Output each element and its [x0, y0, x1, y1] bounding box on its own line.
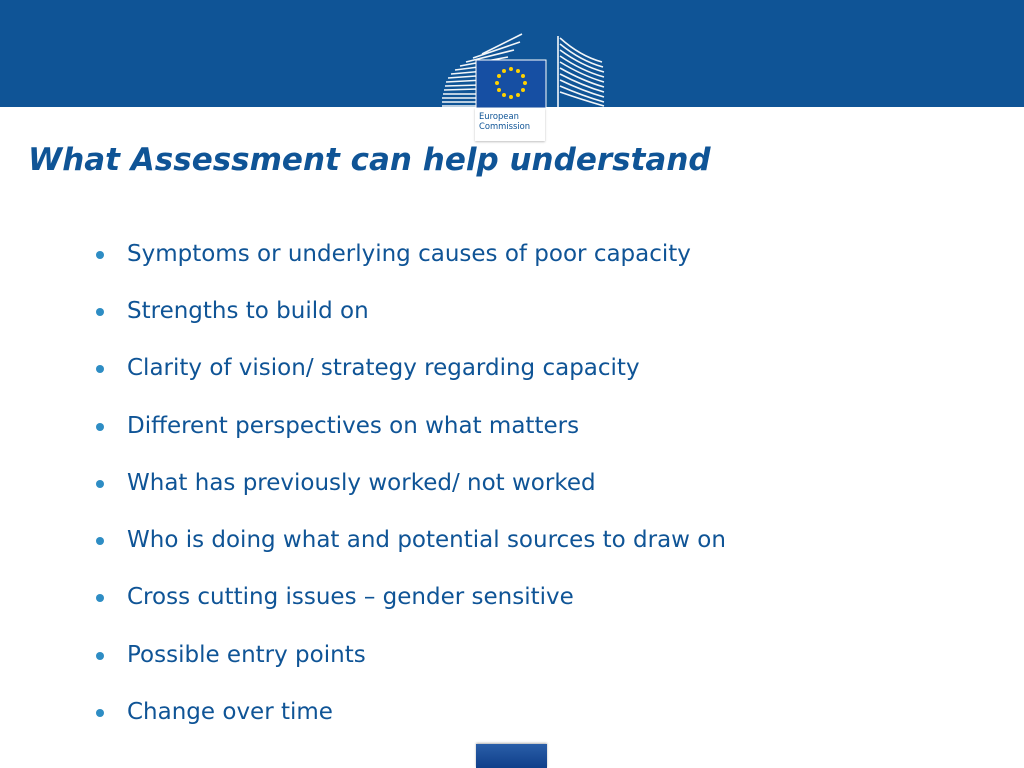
bullet-dot-icon: [96, 709, 104, 717]
bullet-text: Possible entry points: [127, 641, 366, 668]
footer-tab: [476, 744, 547, 768]
bullet-item: [96, 397, 726, 454]
bullet-item: [96, 683, 726, 740]
bullet-item: [96, 340, 726, 397]
bullet-dot-icon: [96, 251, 104, 259]
bullet-item: [96, 282, 726, 339]
bullet-text: Different perspectives on what matters: [127, 412, 580, 439]
logo-text: [479, 111, 530, 131]
bullet-text: Clarity of vision/ strategy regarding capacity: [127, 355, 640, 382]
bullet-dot-icon: [96, 480, 104, 488]
bullet-item: [96, 626, 726, 683]
commission-building-icon: [440, 26, 608, 116]
bullet-item: [96, 225, 726, 282]
bullet-dot-icon: [96, 365, 104, 373]
bullet-text: Change over time: [127, 699, 333, 726]
logo-text-line2: Commission: [479, 121, 531, 131]
bullet-text: Who is doing what and potential sources to draw on: [127, 527, 726, 554]
bullet-item: [96, 511, 726, 568]
slide-title: What Assessment can help understand: [28, 142, 711, 178]
bullet-dot-icon: [96, 537, 104, 545]
bullet-text: Symptoms or underlying causes of poor capacity: [127, 240, 691, 267]
bullet-text: What has previously worked/ not worked: [127, 469, 596, 496]
bullet-item: [96, 569, 726, 626]
bullet-dot-icon: [96, 594, 104, 602]
bullet-list: [96, 225, 726, 741]
bullet-text: Cross cutting issues – gender sensitive: [127, 584, 574, 611]
bullet-dot-icon: [96, 308, 104, 316]
bullet-item: [96, 454, 726, 511]
european-commission-logo: [440, 26, 608, 144]
bullet-dot-icon: [96, 652, 104, 660]
bullet-text: Strengths to build on: [127, 297, 369, 324]
logo-text-line1: European: [479, 111, 519, 121]
logo-label-box: [475, 108, 545, 141]
bullet-dot-icon: [96, 423, 104, 431]
